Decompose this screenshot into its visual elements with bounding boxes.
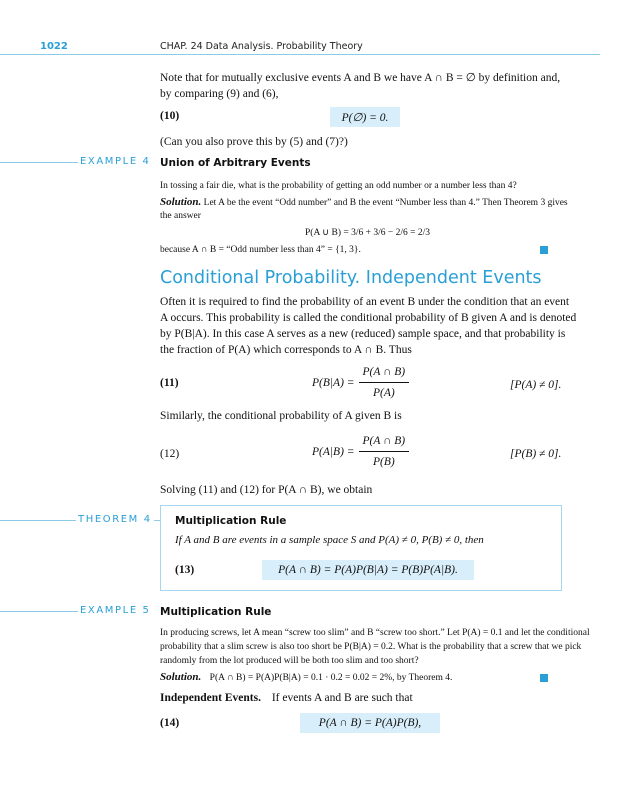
- section-p1-l2: A occurs. This probability is called the conditional probability of B given A and is denoted: [160, 312, 577, 324]
- example5-solution: P(A ∩ B) = P(A)P(B|A) = 0.1 · 0.2 = 0.02 = 2%, by Theorem 4.: [209, 673, 453, 683]
- theorem4-statement: If A and B are events in a sample space S and P(A) ≠ 0, P(B) ≠ 0, then: [175, 534, 484, 546]
- theorem4-label: THEOREM 4: [78, 514, 152, 525]
- example5-title: Multiplication Rule: [160, 606, 272, 618]
- chapter-title: CHAP. 24 Data Analysis. Probability Theory: [160, 41, 363, 52]
- example4-solution-line1: Let A be the event “Odd number” and B the event “Number less than 4.” Then Theorem 3 gives: [203, 198, 568, 208]
- eq14-box: [300, 713, 440, 733]
- eq10: P(∅) = 0.: [341, 112, 389, 124]
- section-similarly: Similarly, the conditional probability of A given B is: [160, 410, 402, 422]
- section-p1-l4: the fraction of P(A) which corresponds to A ∩ B. Thus: [160, 344, 412, 356]
- intro-line-1: Note that for mutually exclusive events A and B we have A ∩ B = ∅ by definition and,: [160, 72, 561, 84]
- eq12-numerator: P(A ∩ B): [359, 433, 410, 452]
- eq13: P(A ∩ B) = P(A)P(B|A) = P(B)P(A|B).: [278, 564, 458, 576]
- eq12-lhs: P(A|B) =: [312, 445, 355, 458]
- end-of-example-icon: [540, 674, 548, 682]
- eq11-denominator: P(A): [372, 387, 395, 399]
- example5-label: EXAMPLE 5: [80, 605, 151, 616]
- eq12-condition: [P(B) ≠ 0].: [510, 448, 562, 460]
- header-rule: [0, 54, 600, 55]
- eq10-label: (10): [160, 110, 180, 122]
- eq13-box: [262, 560, 474, 580]
- eq11: [312, 364, 409, 401]
- eq11-condition: [P(A) ≠ 0].: [510, 379, 562, 391]
- example4-because: because A ∩ B = “Odd number less than 4” = {1, 3}.: [160, 245, 361, 255]
- example4-solution-label: Solution.: [160, 196, 202, 208]
- theorem4-title: Multiplication Rule: [175, 515, 287, 527]
- end-of-example-icon: [540, 246, 548, 254]
- example5-line1: In producing screws, let A mean “screw too slim” and B “screw too short.” Let P(A) = 0.1 and let the conditional: [160, 628, 590, 638]
- eq12-denominator: P(B): [372, 456, 395, 468]
- eq12-label: (12): [160, 448, 180, 460]
- example4-label: EXAMPLE 4: [80, 156, 151, 167]
- section-solving: Solving (11) and (12) for P(A ∩ B), we obtain: [160, 484, 373, 496]
- section-p1-l1: Often it is required to find the probability of an event B under the condition that an event: [160, 296, 570, 308]
- eq14: P(A ∩ B) = P(A)P(B),: [318, 717, 422, 729]
- example4-line1: In tossing a fair die, what is the probability of getting an odd number or a number less than 4?: [160, 181, 517, 191]
- independent-label: Independent Events.: [160, 692, 261, 704]
- intro-line-2: by comparing (9) and (6),: [160, 88, 279, 100]
- independent-text: If events A and B are such that: [271, 692, 413, 704]
- eq14-label: (14): [160, 717, 180, 729]
- eq12: [312, 433, 409, 470]
- intro-question: (Can you also prove this by (5) and (7)?): [160, 136, 348, 148]
- eq11-numerator: P(A ∩ B): [359, 364, 410, 383]
- example4-solution-line2: the answer: [160, 211, 201, 221]
- example5-line3: randomly from the lot produced will be both too slim and too short?: [160, 656, 419, 666]
- eq11-lhs: P(B|A) =: [312, 376, 355, 389]
- example4-equation: P(A ∪ B) = 3/6 + 3/6 − 2/6 = 2/3: [305, 228, 430, 238]
- eq13-label: (13): [175, 564, 195, 576]
- eq11-label: (11): [160, 377, 179, 389]
- page-number: 1022: [40, 41, 68, 52]
- example4-title: Union of Arbitrary Events: [160, 157, 311, 169]
- example5-solution-label: Solution.: [160, 671, 202, 683]
- eq10-box: [330, 107, 400, 127]
- section-p1-l3: by P(B|A). In this case A serves as a new (reduced) sample space, and that probability is: [160, 328, 566, 340]
- example5-line2: probability that a slim screw is also too short be P(B|A) = 0.2. What is the probability that a screw that we pick: [160, 642, 582, 652]
- section-heading: Conditional Probability. Independent Events: [160, 268, 542, 288]
